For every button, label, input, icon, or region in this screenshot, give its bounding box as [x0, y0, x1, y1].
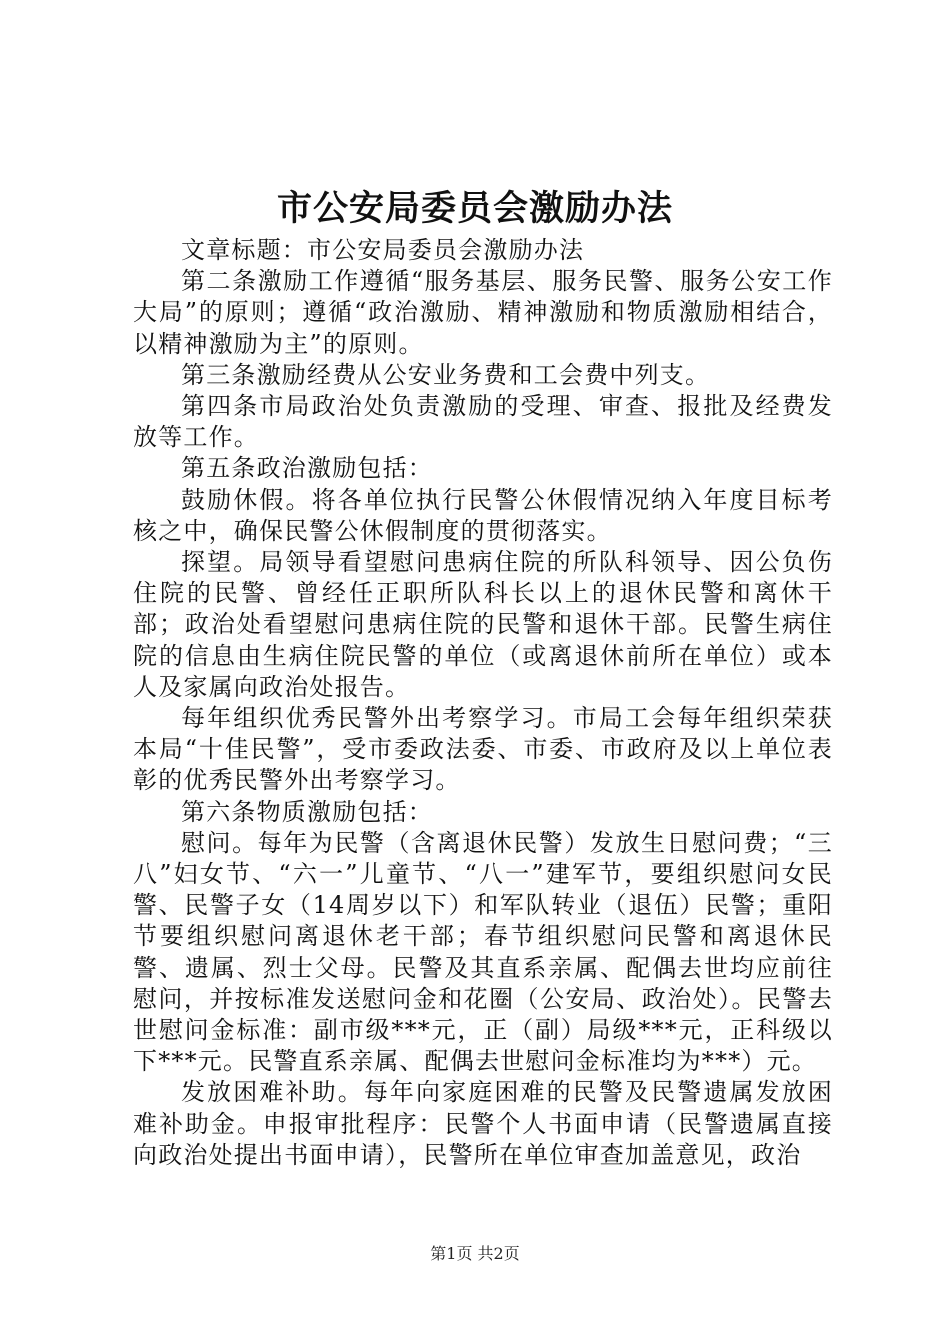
paragraph-article-5: 第五条政治激励包括：	[181, 454, 433, 483]
paragraph-study-tour: 每年组织优秀民警外出考察学习。市局工会每年组织荣获本局“十佳民警”，受市委政法委、市委、市政府及以上单位表彰的优秀民警外出考察学习。	[133, 704, 833, 795]
document-title: 市公安局委员会激励办法	[276, 188, 673, 229]
paragraph-article-4: 第四条市局政治处负责激励的受理、审查、报批及经费发放等工作。	[133, 392, 833, 452]
paragraph-article-3: 第三条激励经费从公安业务费和工会费中列支。	[181, 360, 711, 389]
paragraph-condolence: 慰问。每年为民警（含离退休民警）发放生日慰问费；“三八”妇女节、“六一”儿童节、“八一”建军节，要组织慰问女民警、民警子女（14周岁以下）和军队转业（退伍）民警；重阳节要组织慰问离退休老干部；春节组织慰问民警和离退休民警、遗属、烈士父母。民警及其直系亲属、配偶去世均应前往慰问，并按标准发送慰问金和花圈（公安局、政治处）。民警去世慰问金标准：副市级***元，正（副）局级***元，正科级以下***元。民警直系亲属、配偶去世慰问金标准均为***）元。	[133, 828, 833, 1076]
paragraph-article-2: 第二条激励工作遵循“服务基层、服务民警、服务公安工作大局”的原则；遵循“政治激励、精神激励和物质激励相结合，以精神激励为主”的原则。	[133, 267, 833, 358]
page-number: 第1页 共2页	[430, 1244, 520, 1263]
paragraph-hardship-subsidy: 发放困难补助。每年向家庭困难的民警及民警遗属发放困难补助金。申报审批程序：民警个人书面申请（民警遗属直接向政治处提出书面申请），民警所在单位审查加盖意见，政治	[133, 1078, 833, 1169]
paragraph-visit: 探望。局领导看望慰问患病住院的所队科领导、因公负伤住院的民警、曾经任正职所队科长以上的退休民警和离休干部；政治处看望慰问患病住院的民警和退休干部。民警生病住院的信息由生病住院民警的单位（或离退休前所在单位）或本人及家属向政治处报告。	[133, 548, 833, 701]
paragraph-article-title: 文章标题：市公安局委员会激励办法	[181, 236, 585, 264]
paragraph-article-6: 第六条物质激励包括：	[181, 797, 433, 826]
paragraph-vacation: 鼓励休假。将各单位执行民警公休假情况纳入年度目标考核之中，确保民警公休假制度的贯彻落实。	[133, 485, 833, 545]
document-body	[133, 235, 833, 1171]
